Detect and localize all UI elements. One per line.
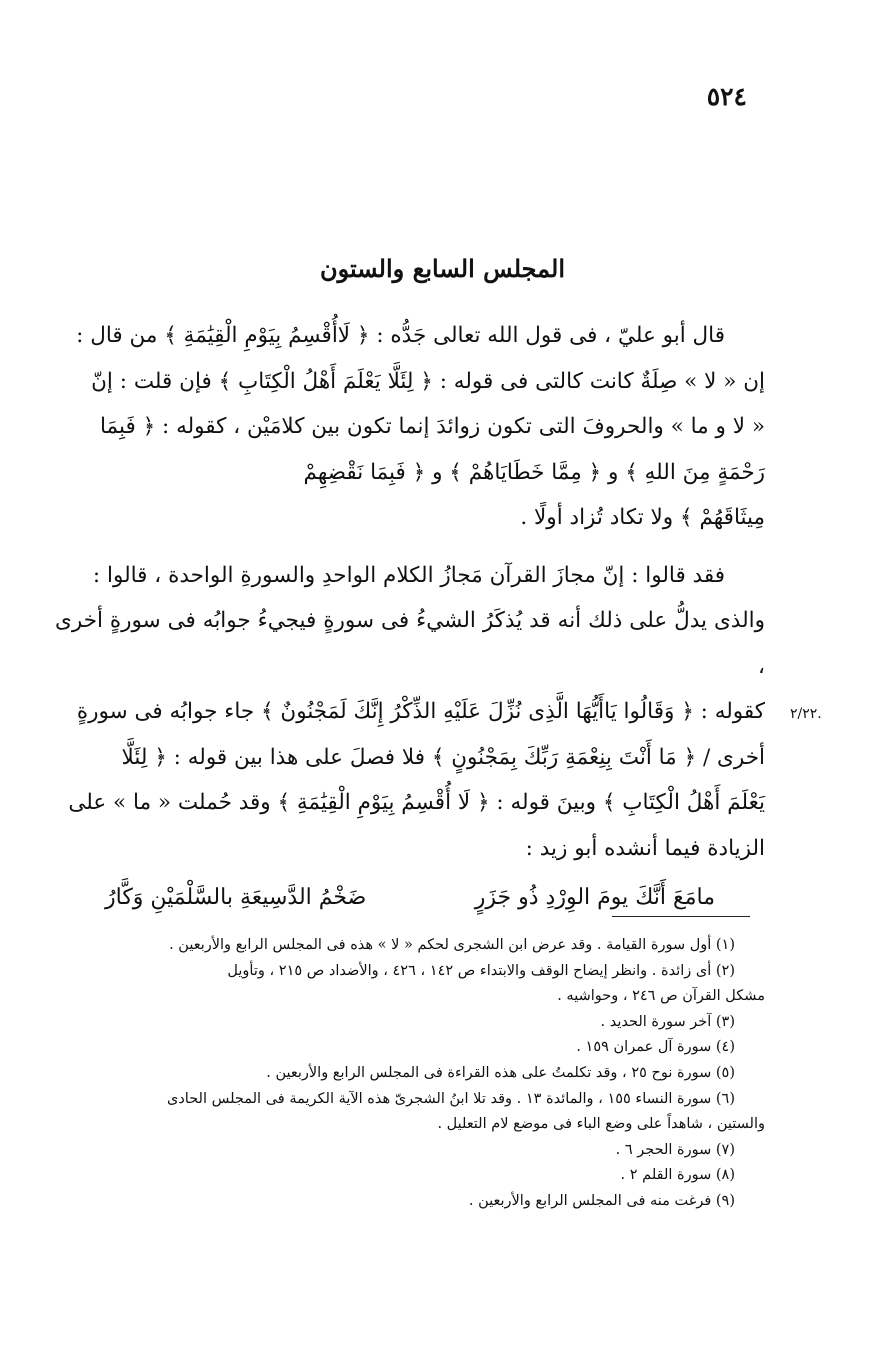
footnote: (٦) سورة النساء ١٥٥ ، والمائدة ١٣ . وقد تلا ابنُ الشجرىّ هذه الآية الكريمة فى المجلس الحادى: [166, 1090, 735, 1107]
footnote: (٤) سورة آل عمران ١٥٩ .: [576, 1039, 735, 1056]
footnote: (٩) فرغت منه فى المجلس الرابع والأربعين .: [468, 1192, 735, 1209]
paragraph-line: الزيادة فيما أنشده أبو زيد :: [525, 835, 765, 861]
footnote: (٣) آخر سورة الحديد .: [600, 1013, 735, 1030]
footnote: (٥) سورة نوح ٢٥ ، وقد تكلمتُ على هذه القراءة فى المجلس الرابع والأربعين .: [266, 1064, 735, 1081]
margin-reference: .٢/٢٢: [790, 706, 822, 722]
paragraph-line: والذى يدلُّ على ذلك أنه قد يُذكَرُ الشيءُ فى سورةٍ فيجيءُ جوابُه فى سورةٍ أخرى ،: [55, 608, 765, 679]
footnote: (٨) سورة القلم ٢ .: [620, 1167, 735, 1184]
footnote: (١) أول سورة القيامة . وقد عرض ابن الشجرى لحكم « لا » هذه فى المجلس الرابع والأربعين .: [169, 937, 735, 953]
footnote-divider: [612, 916, 750, 917]
footnotes: [25, 933, 765, 1215]
main-text: [55, 313, 765, 921]
footnote: (٧) سورة الحجر ٦ .: [615, 1141, 735, 1158]
poetry-verse: [55, 875, 765, 921]
paragraph-line: « لا و ما » والحروفَ التى تكون زوائدَ إنما تكون بين كلامَيْن ، كقوله : ﴿ فَبِمَا: [100, 414, 765, 439]
footnote-continuation: مشكل القرآن ص ٢٤٦ ، وحواشيه .: [557, 988, 765, 1005]
paragraph-line: مِيثَاقَهُمْ ﴾ ولا تكاد تُزاد أولًا .: [520, 505, 765, 530]
footnote-continuation: والستين ، شاهداً على وضع الباء فى موضع لام التعليل .: [437, 1116, 765, 1133]
chapter-title: المجلس السابع والستون: [319, 254, 565, 283]
paragraph-line: فقد قالوا : إنّ مجازَ القرآن مَجازُ الكلام الواحدِ والسورةِ الواحدة ، قالوا :: [92, 562, 725, 588]
page-number: ٥٢٤: [706, 82, 747, 111]
footnote: (٢) أى زائدة . وانظر إيضاح الوقف والابتداء ص ١٤٢ ، ٤٢٦ ، والأضداد ص ٢١٥ ، وتأويل: [227, 962, 735, 979]
verse-first-hemistich: مامَعَ أَنَّكَ يومَ الوِرْدِ ذُو جَزَرٍ: [474, 885, 715, 910]
paragraph-line: يَعْلَمَ أَهْلُ الْكِتَابِ ﴾ وبينَ قوله : ﴿ لَا أُقْسِمُ بِيَوْمِ الْقِيَٰمَةِ ﴾ وقد حُملت « ما » على: [68, 790, 765, 815]
paragraph-line: كقوله : ﴿ وَقَالُوا يَاأَيُّهَا الَّذِى نُزِّلَ عَلَيْهِ الذِّكْرُ إِنَّكَ لَمَجْنُونٌ ﴾ جاء جوابُه فى سورةٍ: [76, 699, 765, 724]
paragraph-line: إن « لا » صِلَةٌ كانت كالتى فى قوله : ﴿ لِئَلَّا يَعْلَمَ أَهْلُ الْكِتَابِ ﴾ فإن قلت : إنّ: [91, 368, 765, 394]
verse-second-hemistich: ضَخْمُ الدَّسِيعَةِ بالسَّلْمَيْنِ وَكَّارُ: [105, 885, 367, 910]
paragraph-line: قال أبو عليّ ، فى قول الله تعالى جَدُّه : ﴿ لَاأُقْسِمُ بِيَوْمِ الْقِيَٰمَةِ ﴾ من قال :: [76, 323, 725, 348]
paragraph-line: رَحْمَةٍ مِنَ اللهِ ﴾ و ﴿ مِمَّا خَطَايَاهُمْ ﴾ و ﴿ فَبِمَا نَقْضِهِمْ: [303, 459, 765, 485]
paragraph-line: أخرى / ﴿ مَا أَنْتَ بِنِعْمَةِ رَبِّكَ بِمَجْنُونٍ ﴾ فلا فصلَ على هذا بين قوله : ﴿ لِئَلَّا: [121, 744, 765, 770]
